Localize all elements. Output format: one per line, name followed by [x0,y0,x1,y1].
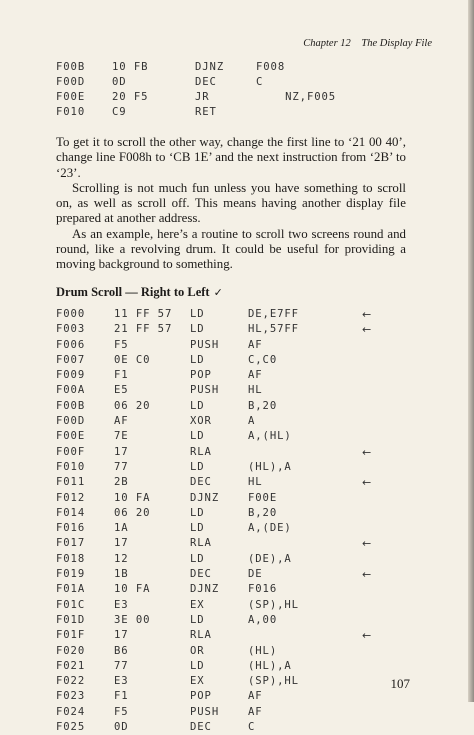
code-line [56,521,426,536]
chapter-title: The Display File [361,38,432,49]
code-hex-bytes: 17 [114,629,129,642]
code-address: F000 [56,308,86,320]
code-line [56,582,426,597]
code-hex-bytes: 20 F5 [112,91,149,103]
code-address: F019 [56,568,86,581]
code-address: F00E [56,91,86,103]
code-mnemonic: JR [195,91,210,103]
code-listing-continued [56,60,396,120]
code-line [56,322,426,337]
code-operand: B,20 [248,506,278,519]
code-line [56,445,426,460]
paragraph: To get it to scroll the other way, change the first line to ‘21 00 40’, change line F008h to ‘CB 1E’ and the next instruction from ‘2B’ to ‘23’. [56,135,406,180]
code-line [56,60,396,75]
code-address: F018 [56,552,86,565]
code-line [56,628,426,643]
code-line [56,598,426,613]
code-mnemonic: PUSH [190,338,220,351]
code-hex-bytes: E3 [114,598,129,611]
code-line [56,399,426,414]
arrow-left-icon: ← [362,476,373,490]
code-address: F003 [56,323,86,336]
arrow-left-icon: ← [362,568,373,582]
code-line [56,383,426,398]
code-operand: NZ,F005 [256,91,337,103]
code-line [56,720,426,735]
page-number: 107 [390,676,410,691]
code-hex-bytes: 77 [114,659,129,672]
code-mnemonic: RET [195,106,217,118]
code-line [56,506,426,521]
code-hex-bytes: 10 FA [114,491,151,504]
code-mnemonic: EX [190,675,205,688]
code-operand: AF [248,690,263,703]
code-operand: HL [248,476,263,489]
code-line [56,552,426,567]
code-mnemonic: LD [190,613,205,626]
code-address: F010 [56,460,86,473]
code-address: F023 [56,690,86,703]
code-mnemonic: DJNZ [195,61,225,73]
code-operand: DE [248,568,263,581]
code-operand: HL [248,384,263,397]
code-hex-bytes: 1B [114,568,129,581]
code-hex-bytes: C9 [112,106,127,118]
code-hex-bytes: F5 [114,705,129,718]
code-address: F011 [56,476,86,489]
code-operand: (SP),HL [248,675,299,688]
code-mnemonic: LD [190,522,205,535]
page-edge-shadow [468,0,474,702]
code-line [56,460,426,475]
code-address: F020 [56,644,86,657]
code-line [56,353,426,368]
code-line [56,105,396,120]
code-mnemonic: PUSH [190,705,220,718]
tick-mark-icon: ✓ [213,286,223,299]
code-line [56,75,396,90]
code-hex-bytes: 21 FF 57 [114,323,173,336]
running-header [0,38,432,49]
code-hex-bytes: 06 20 [114,399,151,412]
arrow-left-icon: ← [362,323,373,337]
arrow-left-icon: ← [362,629,373,643]
code-mnemonic: LD [190,308,205,320]
code-hex-bytes: 0E C0 [114,353,151,366]
code-line [56,536,426,551]
paragraph: As an example, here’s a routine to scroll two screens round and round, like a revolving drum. It could be useful for providing a moving background to something. [56,226,406,272]
code-hex-bytes: F5 [114,338,129,351]
code-mnemonic: DEC [195,76,217,88]
code-line [56,705,426,720]
code-address: F01D [56,613,86,626]
code-hex-bytes: 7E [114,430,129,443]
code-hex-bytes: 12 [114,552,129,565]
code-hex-bytes: F1 [114,369,129,382]
code-hex-bytes: 11 FF 57 [114,308,173,320]
code-mnemonic: LD [190,323,205,336]
code-hex-bytes: 0D [112,76,127,88]
code-mnemonic: XOR [190,415,212,428]
code-address: F006 [56,338,86,351]
code-mnemonic: EX [190,598,205,611]
code-hex-bytes: B6 [114,644,129,657]
code-operand: A,(HL) [248,430,292,443]
code-mnemonic: DEC [190,476,212,489]
code-hex-bytes: AF [114,415,129,428]
code-hex-bytes: 77 [114,460,129,473]
code-operand: (DE),A [248,552,292,565]
code-mnemonic: RLA [190,537,212,550]
code-address: F022 [56,675,86,688]
code-line [56,659,426,674]
code-operand: (HL) [248,644,278,657]
code-mnemonic: LD [190,399,205,412]
code-mnemonic: LD [190,552,205,565]
code-operand: F008 [256,61,286,73]
code-mnemonic: LD [190,460,205,473]
code-operand: C,C0 [248,353,278,366]
code-mnemonic: LD [190,353,205,366]
code-operand: C [256,76,264,88]
arrow-left-icon: ← [362,445,373,459]
code-mnemonic: LD [190,430,205,443]
code-hex-bytes: 10 FA [114,583,151,596]
code-address: F009 [56,369,86,382]
code-line [56,338,426,353]
code-operand: (SP),HL [248,598,299,611]
code-address: F00D [56,76,86,88]
code-mnemonic: PUSH [190,384,220,397]
code-operand: F016 [248,583,278,596]
code-line [56,414,426,429]
code-hex-bytes: 17 [114,445,129,458]
code-operand: B,20 [248,399,278,412]
code-address: F00E [56,430,86,443]
code-operand: HL,57FF [248,323,299,336]
code-address: F007 [56,353,86,366]
code-line [56,567,426,582]
section-heading [56,285,223,300]
code-mnemonic: RLA [190,445,212,458]
code-operand: A,(DE) [248,522,292,535]
code-mnemonic: DEC [190,721,212,734]
code-address: F00F [56,445,86,458]
chapter-label: Chapter 12 [303,38,351,49]
code-operand: AF [248,338,263,351]
code-address: F024 [56,705,86,718]
code-mnemonic: LD [190,659,205,672]
paragraph: Scrolling is not much fun unless you have something to scroll on, as well as scroll off. This means having another display file prepared at another address. [56,180,406,226]
code-address: F00D [56,415,86,428]
code-hex-bytes: 3E 00 [114,613,151,626]
code-line [56,429,426,444]
code-line [56,491,426,506]
code-address: F00B [56,61,86,73]
code-hex-bytes: 2B [114,476,129,489]
code-address: F016 [56,522,86,535]
arrow-left-icon: ← [362,308,373,321]
code-address: F01A [56,583,86,596]
code-mnemonic: POP [190,369,212,382]
code-address: F021 [56,659,86,672]
code-address: F025 [56,721,86,734]
code-hex-bytes: 0D [114,721,129,734]
code-line [56,644,426,659]
code-mnemonic: DEC [190,568,212,581]
code-operand: C [248,721,256,734]
code-mnemonic: LD [190,506,205,519]
code-operand: A [248,415,256,428]
code-hex-bytes: 17 [114,537,129,550]
code-mnemonic: RLA [190,629,212,642]
code-operand: AF [248,705,263,718]
code-address: F017 [56,537,86,550]
code-operand: (HL),A [248,460,292,473]
code-operand: (HL),A [248,659,292,672]
code-address: F012 [56,491,86,504]
code-hex-bytes: E3 [114,675,129,688]
code-hex-bytes: 1A [114,522,129,535]
code-line [56,475,426,490]
code-address: F01F [56,629,86,642]
section-heading-text: Drum Scroll — Right to Left [56,285,210,299]
code-operand: DE,E7FF [248,308,299,320]
code-address: F010 [56,106,86,118]
code-mnemonic: POP [190,690,212,703]
code-listing-drum-scroll [56,307,426,735]
code-address: F01C [56,598,86,611]
code-hex-bytes: 06 20 [114,506,151,519]
arrow-left-icon: ← [362,537,373,551]
code-mnemonic: OR [190,644,205,657]
code-operand: AF [248,369,263,382]
code-mnemonic: DJNZ [190,491,220,504]
code-operand: A,00 [248,613,278,626]
code-line [56,613,426,628]
code-address: F00A [56,384,86,397]
code-mnemonic: DJNZ [190,583,220,596]
code-hex-bytes: 10 FB [112,61,149,73]
code-line [56,368,426,383]
code-address: F00B [56,399,86,412]
code-operand: F00E [248,491,278,504]
code-line [56,307,426,322]
code-line [56,90,396,105]
code-hex-bytes: E5 [114,384,129,397]
body-text [56,135,406,273]
code-address: F014 [56,506,86,519]
code-hex-bytes: F1 [114,690,129,703]
